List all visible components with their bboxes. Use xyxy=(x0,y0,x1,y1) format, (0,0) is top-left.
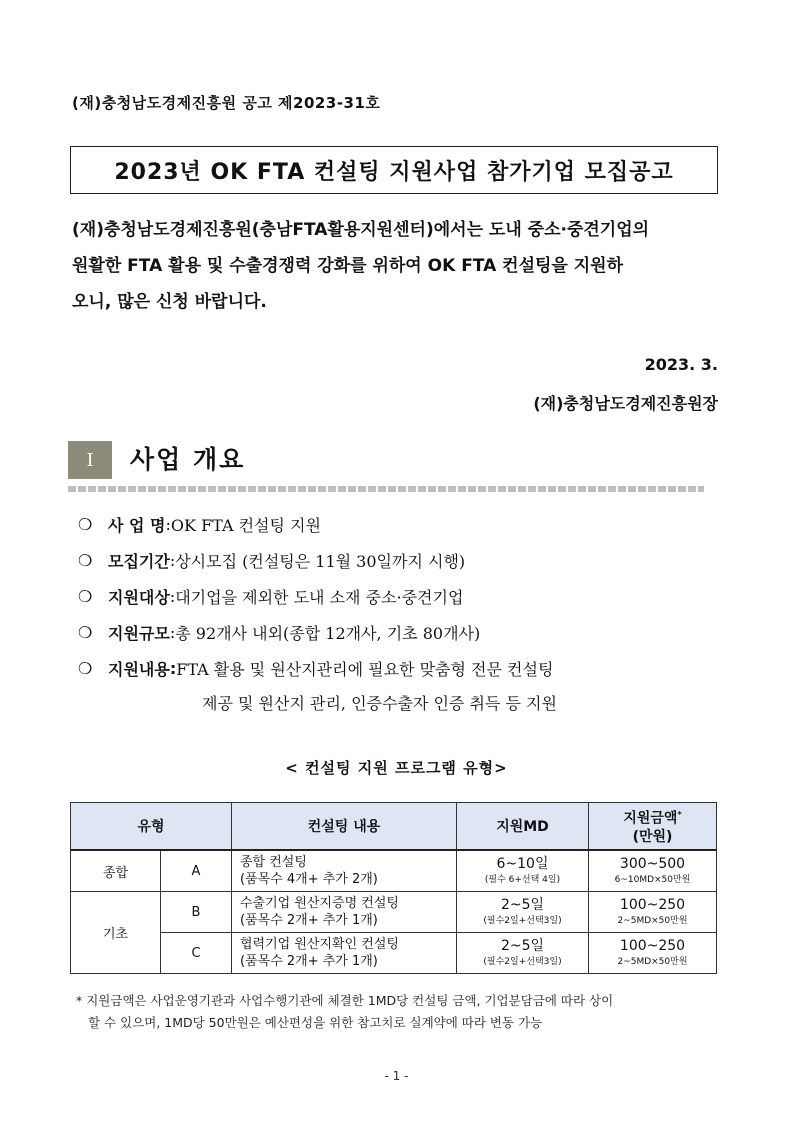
intro-line: 원활한 FTA 활용 및 수출경쟁력 강화를 위하여 OK FTA 컨설팅을 지원하 xyxy=(72,256,624,276)
amount-value: 100~250 xyxy=(619,938,686,954)
content-line: (품목수 4개+ 추가 2개) xyxy=(240,872,378,887)
table-row xyxy=(71,892,717,933)
section-number-marker: Ⅰ xyxy=(68,441,112,479)
overview-item-content xyxy=(78,650,738,686)
cell-content xyxy=(232,850,457,892)
overview-label: 사 업 명 xyxy=(108,515,166,535)
bullet-circle-icon: ❍ xyxy=(78,514,93,534)
overview-value: 대기업을 제외한 도내 소재 중소·중견기업 xyxy=(175,587,464,607)
table-caption: < 컨설팅 지원 프로그램 유형> xyxy=(285,759,508,777)
bullet-circle-icon: ❍ xyxy=(78,586,93,606)
header-amount-unit: (만원) xyxy=(632,829,673,846)
md-value: 2~5일 xyxy=(500,897,545,913)
overview-item-name xyxy=(78,506,738,542)
bullet-circle-icon: ❍ xyxy=(78,550,93,570)
cell-code: A xyxy=(161,850,232,892)
cell-md xyxy=(457,850,589,892)
overview-item-period xyxy=(78,542,738,578)
amount-detail: 6~10MD×50만원 xyxy=(614,875,691,885)
overview-value: 상시모집 (컨설팅은 11월 30일까지 시행) xyxy=(175,551,466,571)
amount-detail: 2~5MD×50만원 xyxy=(617,916,688,926)
cell-code: B xyxy=(161,892,232,933)
overview-item-scale xyxy=(78,614,738,650)
cell-category: 기초 xyxy=(71,892,161,974)
document-title-box xyxy=(70,146,718,194)
amount-value: 100~250 xyxy=(619,897,686,913)
header-content: 컨설팅 내용 xyxy=(232,803,457,851)
overview-separator: : xyxy=(169,550,176,570)
md-value: 2~5일 xyxy=(500,938,545,954)
bullet-circle-icon: ❍ xyxy=(78,658,93,678)
notice-date: 2023. 3. xyxy=(644,355,718,374)
intro-line: (재)충청남도경제진흥원(충남FTA활용지원센터)에서는 도내 중소·중견기업의 xyxy=(72,220,650,240)
overview-label: 모집기간 xyxy=(108,551,170,571)
overview-separator: : xyxy=(169,586,176,606)
content-line: 협력기업 원산지확인 컨설팅 xyxy=(240,937,399,952)
md-detail: (필수2일+선택3일) xyxy=(483,916,562,926)
page-number: - 1 - xyxy=(384,1069,409,1083)
overview-separator: : xyxy=(165,514,171,534)
footnote-line: 할 수 있으며, 1MD당 50만원은 예산편성을 위한 참고치로 실계약에 따라 변동 가능 xyxy=(88,1015,543,1030)
overview-continuation: 제공 및 원산지 관리, 인증수출자 인증 취득 등 지원 xyxy=(202,694,557,713)
header-md: 지원MD xyxy=(457,803,589,851)
cell-md xyxy=(457,933,589,974)
table-header-row xyxy=(71,803,717,851)
overview-separator: : xyxy=(169,658,177,678)
overview-list xyxy=(78,506,738,722)
overview-value: OK FTA 컨설팅 지원 xyxy=(170,515,321,535)
overview-item-target xyxy=(78,578,738,614)
table-row xyxy=(71,933,717,974)
cell-amount xyxy=(589,892,717,933)
overview-label: 지원대상 xyxy=(108,587,170,607)
cell-content xyxy=(232,933,457,974)
bullet-circle-icon: ❍ xyxy=(78,622,93,642)
intro-line: 오니, 많은 신청 바랍니다. xyxy=(72,292,267,312)
cell-amount xyxy=(589,850,717,892)
content-line: (품목수 2개+ 추가 1개) xyxy=(240,913,378,928)
table-row xyxy=(71,850,717,892)
amount-detail: 2~5MD×50만원 xyxy=(617,957,688,967)
cell-md xyxy=(457,892,589,933)
notice-number: (재)충청남도경제진흥원 공고 제2023-31호 xyxy=(72,94,381,112)
section-title: 사업 개요 xyxy=(130,445,246,474)
header-amount-mark: * xyxy=(677,809,682,819)
cell-code: C xyxy=(161,933,232,974)
md-detail: (필수2일+선택3일) xyxy=(483,957,562,967)
cell-content xyxy=(232,892,457,933)
md-value: 6~10일 xyxy=(496,856,549,872)
md-detail: (필수 6+선택 4일) xyxy=(484,875,561,885)
table-footnote xyxy=(76,990,726,1034)
footnote-line: * 지원금액은 사업운영기관과 사업수행기관에 체결한 1MD당 컨설팅 금액, 기업분담금에 따라 상이 xyxy=(76,993,614,1008)
overview-value: FTA 활용 및 원산지관리에 필요한 맞춤형 전문 컨설팅 xyxy=(176,659,554,679)
header-amount xyxy=(589,803,717,851)
content-line: 종합 컨설팅 xyxy=(240,855,307,870)
overview-value: 총 92개사 내외(종합 12개사, 기초 80개사) xyxy=(175,623,481,643)
amount-value: 300~500 xyxy=(619,856,686,872)
content-line: 수출기업 원산지증명 컨설팅 xyxy=(240,896,399,911)
cell-category: 종합 xyxy=(71,850,161,892)
intro-paragraph xyxy=(72,212,722,320)
header-type: 유형 xyxy=(71,803,232,851)
issuing-organization: (재)충청남도경제진흥원장 xyxy=(533,394,718,413)
header-amount-label: 지원금액 xyxy=(623,810,678,827)
content-line: (품목수 2개+ 추가 1개) xyxy=(240,954,378,969)
program-table xyxy=(70,802,717,974)
overview-separator: : xyxy=(169,622,176,642)
document-title: 2023년 OK FTA 컨설팅 지원사업 참가기업 모집공고 xyxy=(114,159,674,185)
cell-amount xyxy=(589,933,717,974)
overview-label: 지원내용 xyxy=(108,659,170,679)
section-divider xyxy=(68,486,704,492)
overview-label: 지원규모 xyxy=(108,623,170,643)
